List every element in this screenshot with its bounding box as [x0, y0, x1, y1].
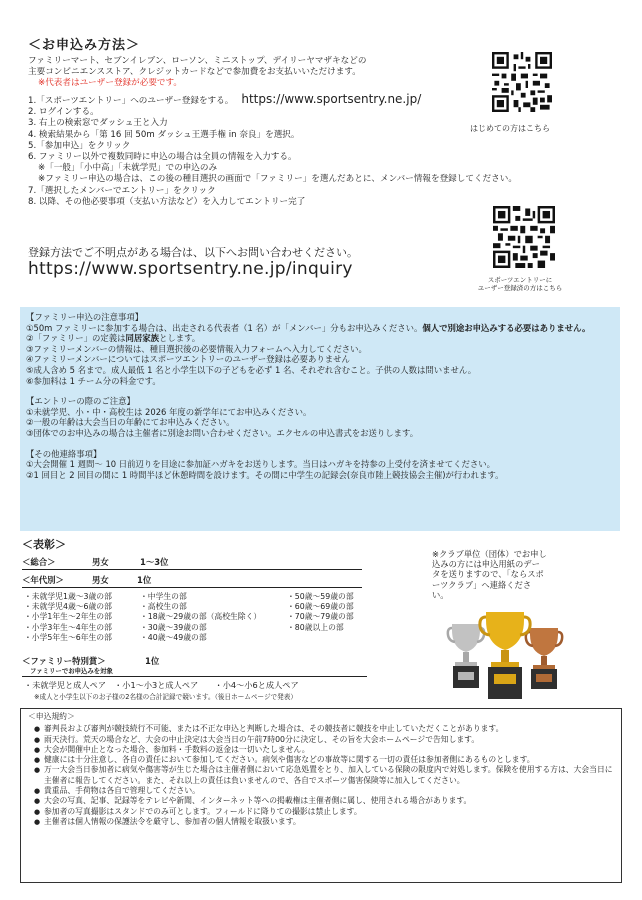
family-note-2c: とします。 — [158, 333, 201, 344]
age-rank: 1位 — [137, 575, 152, 585]
step-6-note-2: ※ファミリー申込の場合は、この後の種目選択の画面で「ファミリー」を選んだあとに、メンバー情報を登録してください。 — [38, 174, 517, 185]
category-item: ・中学生の部 — [140, 592, 187, 601]
inquiry-link[interactable]: https://www.sportsentry.ne.jp/inquiry — [28, 259, 353, 279]
overall-rank: 1〜3位 — [140, 557, 169, 567]
step-4: 4. 検索結果から「第 16 回 50m ダッシュ王選手権 in 奈良」を選択。 — [28, 129, 300, 140]
step-8: 8. 以降、その他必要事項（支払い方法など）を入力してエントリー完了 — [28, 196, 306, 207]
family-award-label: ＜ファミリー特別賞＞ — [22, 656, 106, 666]
age-categories-col1 — [24, 592, 112, 643]
rule-item: ● 審判長および審判が競技続行不可能、または不正な申込と判断した場合は、その競技者に競技を中止していただくことがあります。 — [44, 724, 616, 734]
family-award-sub: ファミリーでお申込みを対象 — [30, 667, 113, 675]
overall-gender: 男女 — [92, 557, 109, 567]
qr-code-icon[interactable] — [493, 206, 555, 268]
age-categories-col2 — [140, 592, 261, 643]
step-1-text: 1.「スポーツエントリー」へのユーザー登録をする。 — [28, 96, 234, 106]
category-item: ・高校生の部 — [140, 602, 187, 612]
gold-trophy — [480, 612, 530, 699]
contact-note-1: ①大会開催 1 週間〜 10 日前辺りを目途に参加証ハガキをお送りします。当日はハガキを持参の上受付を済ませてください。 — [26, 459, 495, 470]
family-note-1b: 個人で別途お申込みする必要はありません。 — [422, 322, 591, 333]
family-award-items: ・未就学児と成人ペア ・小1〜小3と成人ペア ・小4〜小6と成人ペア — [24, 680, 299, 690]
bronze-trophy — [526, 628, 562, 689]
rule-item: ● 貴重品、手荷物は各自で管理してください。 — [44, 786, 616, 796]
rules-content — [28, 712, 616, 827]
step-6: 6. ファミリー以外で複数同時に申込の場合は全員の情報を入力する。 — [28, 152, 297, 163]
rule-item: ● 雨天決行。荒天の場合など、大会の中止決定は大会当日の午前7時00分に決定し、その旨を大会ホームページで告知します。 — [44, 735, 616, 745]
intro-line-1: ファミリーマート、セブンイレブン、ローソン、ミニストップ、デイリーヤマザキなどの — [28, 56, 367, 66]
entry-heading: 【エントリーの際のご注意】 — [26, 396, 135, 407]
category-item: ・小学3年生〜4年生の部 — [24, 622, 112, 632]
rule-item: ● 大会が開催中止となった場合、参加料・手数料の返金は一切いたしません。 — [44, 745, 616, 755]
age-label: ＜年代別＞ — [22, 575, 64, 585]
category-item: ・30歳〜39歳の部 — [140, 622, 207, 632]
step-5: 5.「参加申込」をクリック — [28, 140, 131, 151]
rule-item: ● 主催者は個人情報の保護法令を厳守し、参加者の個人情報を取扱います。 — [44, 817, 616, 827]
intro-line-2: 主要コンビニエンスストア、クレジットカードなどで参加費をお支払いいただけます。 — [28, 67, 361, 77]
qr1-caption: はじめての方はこちら — [470, 124, 550, 133]
category-item: ・70歳〜79歳の部 — [287, 612, 354, 622]
family-heading: 【ファミリー申込の注意事項】 — [26, 312, 144, 322]
category-item: ・40歳〜49歳の部 — [140, 632, 207, 642]
intro-red-note: ※代表者はユーザー登録が必要です。 — [38, 78, 183, 88]
rules-list — [28, 724, 616, 827]
entry-note-1: ①未就学児、小・中・高校生は 2026 年度の新学年にてお申込みください。 — [26, 406, 312, 417]
family-note-2 — [26, 333, 618, 344]
divider — [22, 587, 362, 588]
family-note-6: ⑥参加料は 1 チーム分の料金です。 — [26, 375, 161, 386]
step-2: 2. ログインする。 — [28, 107, 99, 118]
overall-label: ＜総合＞ — [22, 557, 56, 567]
awards-title: ＜表彰＞ — [22, 538, 66, 551]
rule-item: ● 参加者の写真撮影はスタンドでのみ可とします。フィールドに降りての撮影は禁止します。 — [44, 807, 616, 817]
rule-item: ● 万一大会当日参加者に病気や傷害等が生じた場合は主催者側において応急処置をとり、加入している保険の限度内で対処します。保険を使用する方は、大会当日に主催者に報告してください。また、それ以上の責任は負いませんので、各自でスポーツ傷害保険等に加入してください。 — [44, 765, 616, 786]
notes-content — [26, 312, 618, 480]
category-item: ・未就学児4歳〜6歳の部 — [24, 602, 112, 612]
contact-note-2: ②1 回目と 2 回目の間に 1 時間半ほど休憩時間を設けます。その間に中学生の記録会(奈良市陸上競技協会主催)が行われます。 — [26, 469, 504, 480]
sportsentry-link[interactable]: https://www.sportsentry.ne.jp/ — [241, 92, 422, 106]
family-note-2a: ②「ファミリー」の定義は — [26, 333, 126, 344]
category-item: ・未就学児1歳〜3歳の部 — [24, 592, 112, 601]
divider — [22, 676, 367, 677]
category-item: ・60歳〜69歳の部 — [287, 602, 354, 612]
family-note-1 — [26, 323, 618, 334]
qr-code-icon[interactable] — [492, 52, 552, 112]
silver-trophy — [448, 624, 484, 688]
rules-heading: ＜申込規約＞ — [28, 712, 75, 721]
trophy-icon — [446, 608, 566, 704]
entry-note-3: ③団体でのお申込みの場合は主催者に別途お問い合わせください。エクセルの申込書式をお送りします。 — [26, 427, 419, 438]
contact-heading: 【その他連絡事項】 — [26, 448, 102, 459]
rule-item: ● 健康には十分注意し、各自の責任において参加してください。病気や傷害などの事故等に関する一切の責任は参加者側にあるものとします。 — [44, 755, 616, 765]
step-6-note: ※「一般」「小中高」「未就学児」での申込のみ — [38, 163, 218, 174]
club-note: ※クラブ単位（団体）でお申し込みの方には申込用紙のデータを送りますので、「ならスポーツクラブ」へ連絡ください。 — [432, 549, 547, 600]
rule-item: ● 大会の写真、記事、記録等をテレビや新聞、インターネット等への掲載権は主催者側に属し、使用される場合があります。 — [44, 796, 616, 806]
family-note-3: ③ファミリーメンバーの情報は、種目選択後の必要情報入力フォームへ入力してください。 — [26, 343, 367, 354]
qr2-caption — [466, 276, 574, 292]
inquiry-text: 登録方法でご不明点がある場合は、以下へお問い合わせください。 — [28, 246, 358, 259]
qr2-caption-line2: ユーザー登録済の方はこちら — [477, 284, 563, 292]
family-note-2b: 同居家族 — [125, 333, 159, 344]
divider — [22, 569, 362, 570]
apply-intro — [28, 56, 468, 89]
category-item: ・小学1年生〜2年生の部 — [24, 612, 112, 622]
family-award-rank: 1位 — [145, 656, 160, 666]
age-categories-col3 — [287, 592, 354, 633]
category-item: ・80歳以上の部 — [287, 622, 344, 632]
family-note-5: ⑤成人含め 5 名まで。成人最低 1 名と小学生以下の子どもを必ず 1 名、それぞれ含むこと。子供の人数は問いません。 — [26, 364, 477, 375]
category-item: ・小学5年生〜6年生の部 — [24, 632, 112, 642]
apply-title: ＜お申込み方法＞ — [28, 38, 141, 53]
step-7: 7.「選択したメンバーでエントリー」をクリック — [28, 185, 216, 196]
age-gender: 男女 — [92, 575, 109, 585]
qr2-caption-line1: スポーツエントリーに — [487, 276, 553, 284]
family-note-1a: ①50m ファミリーに参加する場合は、出走される代表者（1 名）が「メンバー」分もお申込みください。 — [26, 322, 423, 333]
category-item: ・50歳〜59歳の部 — [287, 592, 354, 601]
entry-note-2: ②一般の年齢は大会当日の年齢にてお申込みください。 — [26, 417, 235, 428]
family-note-4: ④ファミリーメンバーについてはスポーツエントリーのユーザー登録は必要ありません — [26, 354, 350, 365]
family-award-note: ※成人と小学生以下のお子様の2名様の合計記録で競います。（後日ホームページで発表） — [34, 693, 297, 701]
step-3: 3. 右上の検索窓でダッシュ王と入力 — [28, 118, 168, 129]
category-item: ・18歳〜29歳の部（高校生除く） — [140, 612, 262, 622]
